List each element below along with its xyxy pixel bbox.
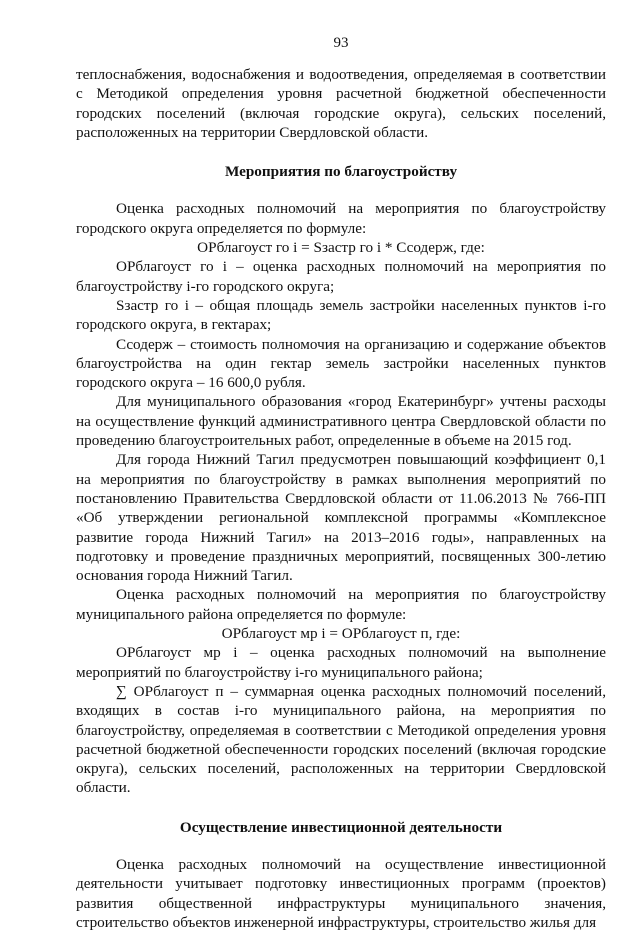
paragraph-definition-or: ОРблагоуст го i – оценка расходных полномочий на мероприятия по благоустройству i-го городского округа; [76, 258, 606, 295]
paragraph-municipal-district-intro: Оценка расходных полномочий на мероприятия по благоустройству муниципального района определяется по формуле: [76, 586, 606, 623]
paragraph-yekaterinburg: Для муниципального образования «город Екатеринбург» учтены расходы на осуществление функций административного центра Свердловской области по проведению благоустроительных работ, определенные в объеме на 2015 год. [76, 393, 606, 450]
paragraph-nizhny-tagil: Для города Нижний Тагил предусмотрен повышающий коэффициент 0,1 на мероприятия по благоустройству в рамках выполнения мероприятий по постановлению Правительства Свердловской области от 11.06.2013 № 766-ПП «Об утверждении региональной комплексной программы «Комплексное развитие города Нижний Тагил» на 2013–2016 годы», направленных на подготовку и проведение праздничных мероприятий, посвященных 300-летию основания города Нижний Тагил. [76, 451, 606, 585]
paragraph-continuation: теплоснабжения, водоснабжения и водоотведения, определяемая в соответствии с Методикой определения уровня расчетной бюджетной обеспеченности городских поселений (включая городские округа), сельских поселений, расположенных на территории Свердловской области. [76, 66, 606, 141]
paragraph-definition-c: Ссодерж – стоимость полномочия на организацию и содержание объектов благоустройства на один гектар земель застройки населенных пунктов городского округа – 16 600,0 рубля. [76, 335, 606, 392]
paragraph-investment-intro: Оценка расходных полномочий на осуществление инвестиционной деятельности учитывает подготовку инвестиционных программ (проектов) развития общественной инфраструктуры муниципального значения, строительство объектов инженерной инфраструктуры, строительство жилья для [76, 855, 606, 931]
paragraph-definition-or-mr: ОРблагоуст мр i – оценка расходных полномочий на выполнение мероприятий по благоустройству i-го муниципального района; [76, 644, 606, 681]
document-page [76, 34, 606, 932]
section-heading-investment: Осуществление инвестиционной деятельности [179, 818, 503, 836]
paragraph-definition-s: Sзастр го i – общая площадь земель застройки населенных пунктов i-го городского округа, в гектарах; [76, 296, 606, 334]
paragraph-landscaping-intro: Оценка расходных полномочий на мероприятия по благоустройству городского округа определяется по формуле: [76, 200, 606, 237]
paragraph-definition-sum: ∑ ОРблагоуст п – суммарная оценка расходных полномочий поселений, входящих в состав i-го муниципального района, на мероприятия по благоустройству, определяемая в соответствии с Методикой определения уровня расчетной бюджетной обеспеченности городских поселений (включая городские округа), сельских поселений, расположенных на территории Свердловской области. [76, 682, 606, 797]
formula-city-district: ОРблагоуст го i = Sзастр го i * Ссодерж, где: [197, 239, 485, 257]
page-number: 93 [333, 35, 349, 51]
formula-municipal-district: ОРблагоуст мр i = ОРблагоуст п, где: [221, 625, 461, 643]
section-heading-landscaping: Мероприятия по благоустройству [224, 163, 458, 181]
